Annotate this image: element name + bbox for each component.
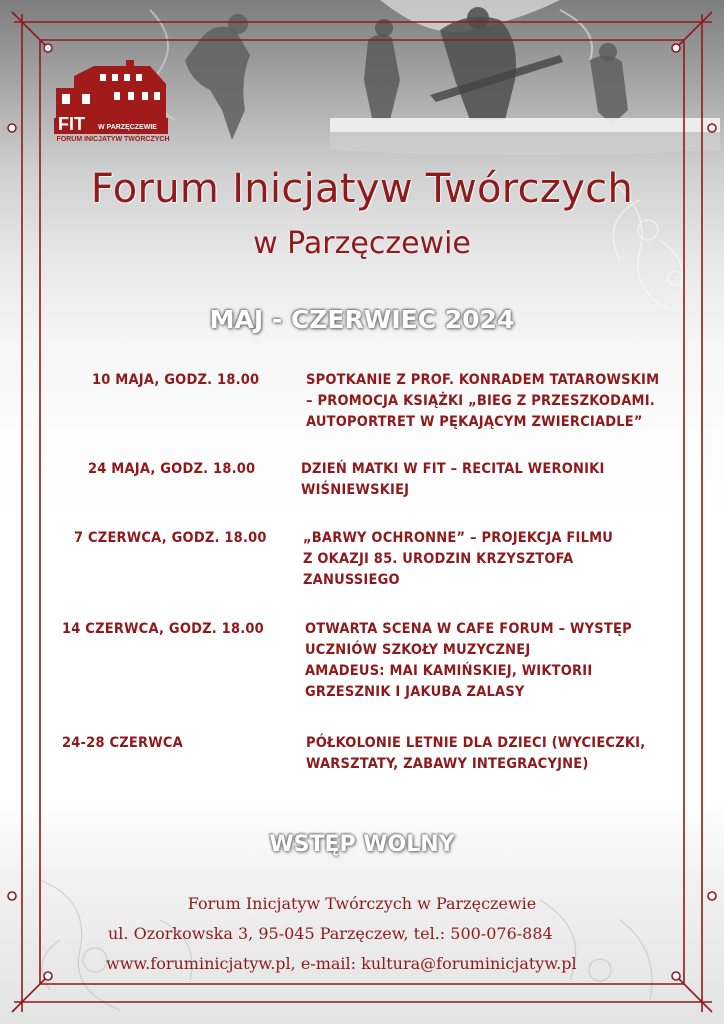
event-description	[305, 619, 675, 703]
footer-organization: Forum Inicjatyw Twórczych w Parzęczewie	[187, 894, 537, 913]
event-date: 14 CZERWCA, GODZ. 18.00	[62, 621, 264, 637]
event-description-line: – PROMOCJA KSIĄŻKI „BIEG Z PRZESZKODAMI.	[306, 393, 655, 409]
event-description-line: WIŚNIEWSKIEJ	[301, 482, 410, 498]
footer-address: ul. Ozorkowska 3, 95-045 Parzęczew, tel.: 500-076-884	[108, 924, 553, 943]
event-date: 24-28 CZERWCA	[62, 735, 183, 751]
event-description	[306, 733, 676, 775]
event-description-line: DZIEŃ MATKI W FIT – RECITAL WERONIKI	[301, 461, 605, 477]
event-date: 10 MAJA, GODZ. 18.00	[92, 372, 260, 388]
event-description	[306, 370, 676, 433]
event-description-line: „BARWY OCHRONNE” – PROJEKCJA FILMU	[303, 530, 614, 546]
event-description-line: OTWARTA SCENA W CAFE FORUM – WYSTĘP	[305, 621, 632, 637]
logo-fit-text: FIT	[58, 114, 85, 134]
event-description	[303, 528, 673, 591]
page-title: Forum Inicjatyw Twórczych	[90, 166, 634, 212]
event-description	[301, 459, 671, 501]
event-description-line: SPOTKANIE Z PROF. KONRADEM TATAROWSKIM	[306, 372, 660, 388]
footer-contact: www.foruminicjatyw.pl, e-mail: kultura@foruminicjatyw.pl	[106, 954, 577, 973]
event-description-line: PÓŁKOLONIE LETNIE DLA DZIECI (WYCIECZKI,	[306, 735, 646, 751]
event-period: MAJ - CZERWIEC 2024	[209, 305, 515, 334]
logo-fit-subtext: W PARZĘCZEWIE	[98, 124, 157, 131]
event-description-line: WARSZTATY, ZABAWY INTEGRACYJNE)	[306, 756, 589, 772]
event-date: 24 MAJA, GODZ. 18.00	[88, 461, 256, 477]
event-date: 7 CZERWCA, GODZ. 18.00	[74, 530, 267, 546]
event-description-line: AMADEUS: MAI KAMIŃSKIEJ, WIKTORII	[305, 663, 593, 679]
event-description-line: GRZESZNIK I JAKUBA ZALASY	[305, 684, 525, 700]
event-description-line: AUTOPORTRET W PĘKAJĄCYM ZWIERCIADLE”	[306, 414, 643, 430]
page-subtitle: w Parzęczewie	[253, 226, 471, 261]
entry-free-label: WSTĘP WOLNY	[269, 832, 455, 857]
fit-logo	[54, 58, 172, 150]
event-description-line: ZANUSSIEGO	[303, 572, 400, 588]
event-description-line: UCZNIÓW SZKOŁY MUZYCZNEJ	[305, 642, 531, 658]
event-description-line: Z OKAZJI 85. URODZIN KRZYSZTOFA	[303, 551, 574, 567]
logo-forum-text: FORUM INICJATYW TWÓRCZYCH	[56, 136, 170, 143]
